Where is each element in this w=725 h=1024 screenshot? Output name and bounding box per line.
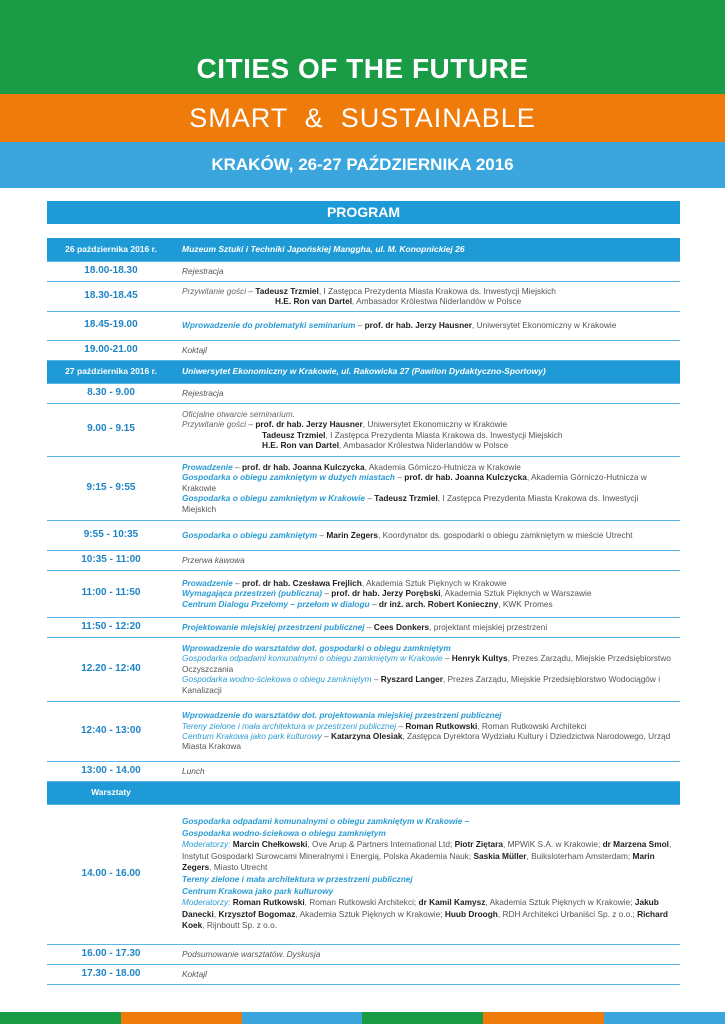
footer-stripe — [604, 1012, 725, 1024]
row-text: Prowadzenie – prof. dr hab. Czesława Frejlich, Akademia Sztuk Pięknych w Krakowie Wymagająca przestrzeń (publiczna) – prof. dr hab. Jerzy Porębski, Akademia Sztuk Pięknych w Warszawie Centrum Dialogu Przełomy – przełom w dialogu – dr inż. arch. Robert Konieczny, KWK Promes — [175, 570, 680, 617]
table-row — [47, 570, 680, 617]
workshops-label: Warsztaty — [47, 781, 175, 804]
row-text: Gospodarka odpadami komunalnymi o obiegu zamkniętym w Krakowie – Gospodarka wodno-ściekowa o obiegu zamkniętym Moderatorzy: Marcin Chełkowski, Ove Arup & Partners International Ltd; Piotr Ziętara, MPWiK S.A. w Krakowie; dr Marzena Smol, Instytut Gospodarki Surowcami Mineralnymi i Energią, Polska Akademia Nauk; Saskia Müller, Buiksloterham Amsterdam; Marin Zegers, Miasto Utrecht Tereny zielone i mała architektura w przestrzeni publicznej Centrum Krakowa jako park kulturowy Moderatorzy: Roman Rutkowski, Roman Rutkowski Architekci; dr Kamil Kamysz, Akademia Sztuk Pięknych w Krakowie; Jakub Danecki, Krzysztof Bogomaz, Akademia Sztuk Pięknych w Krakowie; Huub Droogh, RDH Architekci Urbaniści Sp. z o.o.; Richard Koek, Rijnboutt Sp. z o.o. — [175, 804, 680, 944]
row-text: Oficjalne otwarcie seminarium. Przywitanie gości – prof. dr hab. Jerzy Hausner, Uniwersytet Ekonomiczny w Krakowie Tadeusz Trzmiel, I Zastępca Prezydenta Miasta Krakowa ds. Inwestycji Miejskich H.E. Ron van Dartel, Ambasador Królestwa Niderlandów w Polsce — [175, 403, 680, 456]
footer-stripe — [483, 1012, 604, 1024]
row-time: 10:35 - 11:00 — [47, 550, 175, 570]
table-row — [47, 340, 680, 360]
header-date-band — [0, 142, 725, 188]
day-venue: Uniwersytet Ekonomiczny w Krakowie, ul. Rakowicka 27 (Pawilon Dydaktyczno-Sportowy) — [175, 360, 680, 383]
table-row — [47, 637, 680, 701]
day-venue: Muzeum Sztuki i Techniki Japońskiej Manggha, ul. M. Konopnickiej 26 — [175, 238, 680, 261]
header-title: CITIES OF THE FUTURE — [196, 53, 529, 84]
row-text: Podsumowanie warsztatów. Dyskusja — [175, 944, 680, 964]
footer-stripes — [0, 1012, 725, 1024]
table-row — [47, 403, 680, 456]
table-row — [47, 550, 680, 570]
row-time: 19.00-21.00 — [47, 340, 175, 360]
row-time: 9.00 - 9.15 — [47, 403, 175, 456]
program-title: PROGRAM — [47, 201, 680, 224]
program-table — [47, 238, 680, 985]
row-time: 13:00 - 14.00 — [47, 761, 175, 781]
table-row — [47, 456, 680, 520]
day-date: 26 października 2016 r. — [47, 238, 175, 261]
day-header-row — [47, 238, 680, 261]
row-text: Wprowadzenie do warsztatów dot. gospodarki o obiegu zamkniętym Gospodarka odpadami komunalnymi o obiegu zamkniętym w Krakowie – Henryk Kultys, Prezes Zarządu, Miejskie Przedsiębiorstwo Oczyszczania Gospodarka wodno-ściekowa o obiegu zamkniętym – Ryszard Langer, Prezes Zarządu, Miejskie Przedsiębiorstwo Wodociągów i Kanalizacji — [175, 637, 680, 701]
row-text: Przywitanie gości – Tadeusz Trzmiel, I Zastępca Prezydenta Miasta Krakowa ds. Inwestycji Miejskich H.E. Ron van Dartel, Ambasador Królestwa Niderlandów w Polsce — [175, 281, 680, 311]
row-time: 14.00 - 16.00 — [47, 804, 175, 944]
workshops-header-empty — [175, 781, 680, 804]
row-text: Gospodarka o obiegu zamkniętym – Marin Zegers, Koordynator ds. gospodarki o obiegu zamkniętym w mieście Utrecht — [175, 520, 680, 550]
footer-stripe — [121, 1012, 242, 1024]
day-header-row — [47, 360, 680, 383]
row-time: 18.00-18.30 — [47, 261, 175, 281]
row-time: 9:15 - 9:55 — [47, 456, 175, 520]
row-time: 17.30 - 18.00 — [47, 964, 175, 984]
row-time: 9:55 - 10:35 — [47, 520, 175, 550]
row-text: Koktajl — [175, 964, 680, 984]
footer-stripe — [362, 1012, 483, 1024]
footer-stripe — [0, 1012, 121, 1024]
row-time: 18.45-19.00 — [47, 311, 175, 340]
row-text: Przerwa kawowa — [175, 550, 680, 570]
table-row — [47, 617, 680, 637]
header-subtitle: SMART & SUSTAINABLE — [189, 102, 536, 133]
table-row — [47, 804, 680, 944]
workshops-header-row — [47, 781, 680, 804]
table-row — [47, 281, 680, 311]
row-text: Rejestracja — [175, 383, 680, 403]
row-text: Prowadzenie – prof. dr hab. Joanna Kulczycka, Akademia Górniczo-Hutnicza w Krakowie Gospodarka o obiegu zamkniętym w dużych miastach – prof. dr hab. Joanna Kulczycka, Akademia Górniczo-Hutnicza w Krakowie Gospodarka o obiegu zamkniętym w Krakowie – Tadeusz Trzmiel, I Zastępca Prezydenta Miasta Krakowa ds. Inwestycji Miejskich — [175, 456, 680, 520]
table-row — [47, 311, 680, 340]
row-text: Wprowadzenie do warsztatów dot. projektowania miejskiej przestrzeni publicznej Tereny zielone i mała architektura w przestrzeni publicznej – Roman Rutkowski, Roman Rutkowski Architekci Centrum Krakowa jako park kulturowy – Katarzyna Olesiak, Zastępca Dyrektora Wydziału Kultury i Dziedzictwa Narodowego, Urząd Miasta Krakowa — [175, 701, 680, 761]
table-row — [47, 701, 680, 761]
table-row — [47, 383, 680, 403]
table-row — [47, 964, 680, 984]
row-time: 18.30-18.45 — [47, 281, 175, 311]
footer-stripe — [242, 1012, 363, 1024]
header-title-band — [0, 0, 725, 94]
row-time: 11:50 - 12:20 — [47, 617, 175, 637]
table-row — [47, 261, 680, 281]
row-time: 12.20 - 12:40 — [47, 637, 175, 701]
header-dateline: KRAKÓW, 26-27 PAŹDZIERNIKA 2016 — [211, 155, 514, 174]
row-text: Wprowadzenie do problematyki seminarium – prof. dr hab. Jerzy Hausner, Uniwersytet Ekonomiczny w Krakowie — [175, 311, 680, 340]
day-date: 27 października 2016 r. — [47, 360, 175, 383]
table-row — [47, 520, 680, 550]
table-row — [47, 761, 680, 781]
row-text: Projektowanie miejskiej przestrzeni publicznej – Cees Donkers, projektant miejskiej przestrzeni — [175, 617, 680, 637]
row-time: 12:40 - 13:00 — [47, 701, 175, 761]
row-text: Lunch — [175, 761, 680, 781]
row-text: Koktajl — [175, 340, 680, 360]
table-row — [47, 944, 680, 964]
row-time: 11:00 - 11:50 — [47, 570, 175, 617]
row-time: 16.00 - 17.30 — [47, 944, 175, 964]
header-subtitle-band — [0, 94, 725, 142]
row-time: 8.30 - 9.00 — [47, 383, 175, 403]
row-text: Rejestracja — [175, 261, 680, 281]
